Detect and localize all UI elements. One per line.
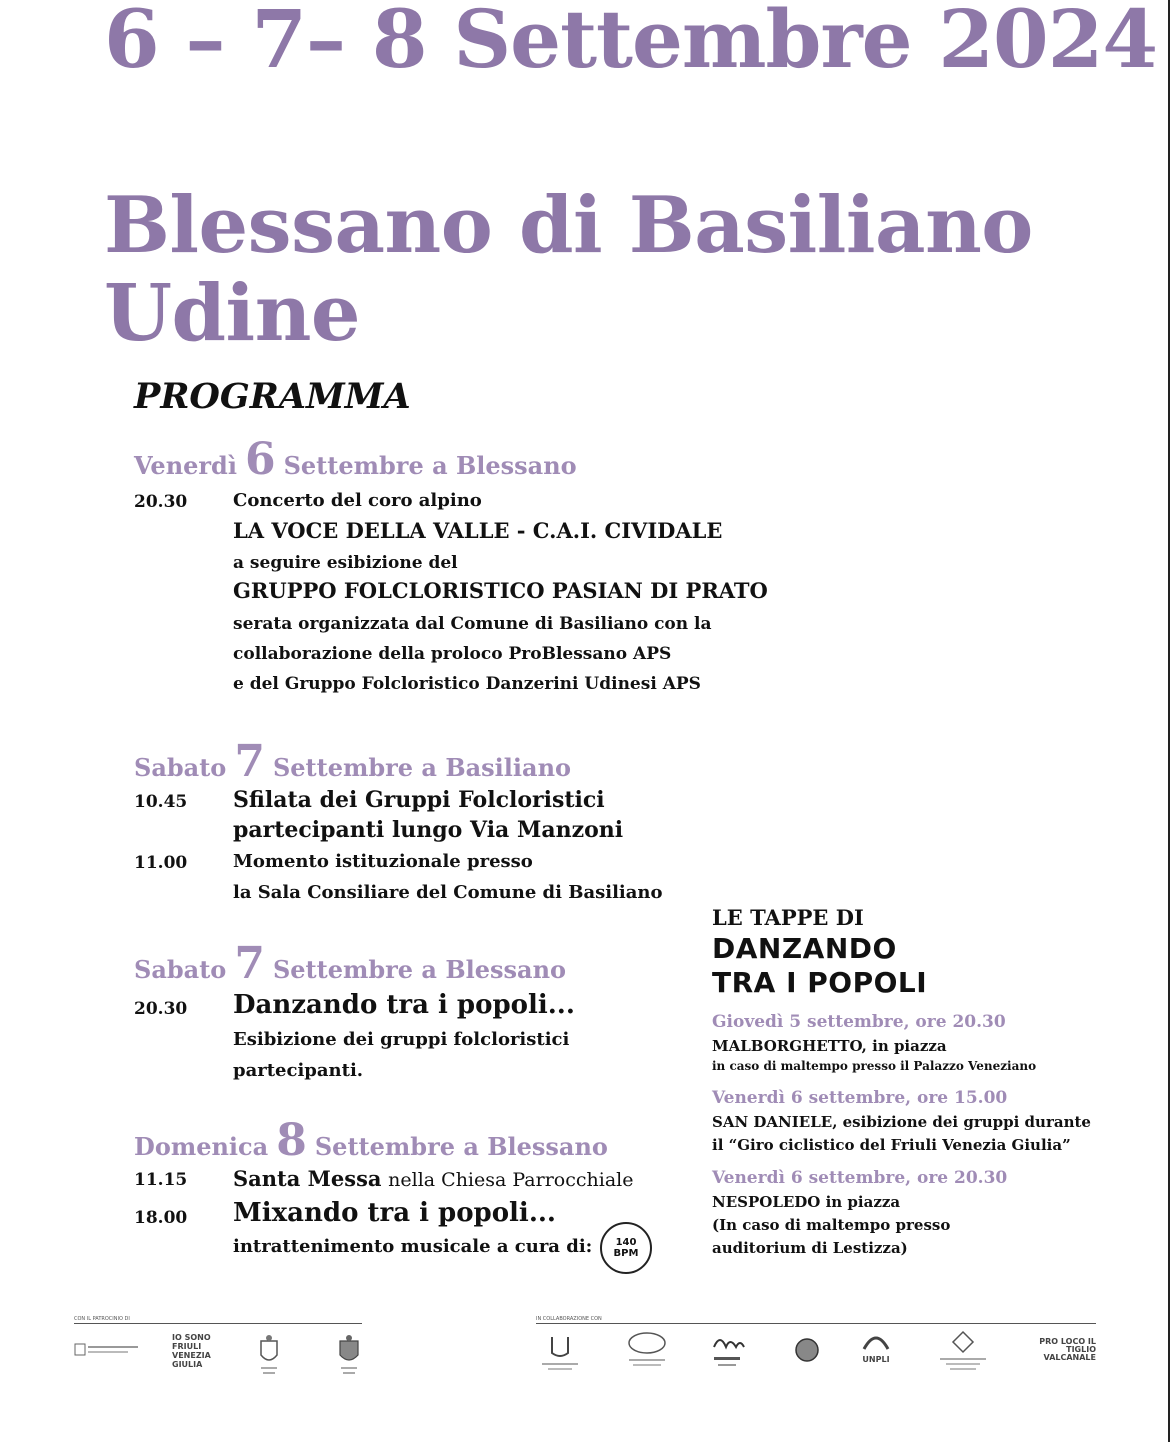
event-line: Sfilata dei Gruppi Folcloristici bbox=[233, 787, 605, 813]
event-time: 20.30 bbox=[134, 999, 188, 1019]
tappa-line: in caso di maltempo presso il Palazzo Veneziano bbox=[712, 1059, 1037, 1073]
location-line-2: Udine bbox=[104, 268, 361, 359]
tappa-heading: Venerdì 6 settembre, ore 15.00 bbox=[712, 1088, 1008, 1108]
bpm-logo: 140 BPM bbox=[600, 1222, 652, 1274]
day-heading-sunday: Domenica 8 Settembre a Blessano bbox=[134, 1115, 608, 1166]
tappa-line: SAN DANIELE, esibizione dei gruppi durante bbox=[712, 1113, 1091, 1131]
event-line: collaborazione della proloco ProBlessano APS bbox=[233, 644, 672, 664]
collaborazione-label: IN COLLABORAZIONE CON bbox=[536, 1316, 602, 1322]
event-line: partecipanti lungo Via Manzoni bbox=[233, 817, 624, 843]
tappa-line: (In caso di maltempo presso bbox=[712, 1216, 951, 1234]
tappe-heading-small: LE TAPPE DI bbox=[712, 905, 864, 930]
event-line: Mixando tra i popoli... bbox=[233, 1198, 556, 1228]
day-heading-saturday-blessano: Sabato 7 Settembre a Blessano bbox=[134, 938, 567, 989]
tappa-line: auditorium di Lestizza) bbox=[712, 1239, 908, 1257]
event-line: Santa Messa nella Chiesa Parrocchiale bbox=[233, 1166, 634, 1191]
event-line: la Sala Consiliare del Comune di Basiliano bbox=[233, 882, 663, 903]
tappa-heading: Giovedì 5 settembre, ore 20.30 bbox=[712, 1012, 1006, 1032]
regione-logo bbox=[74, 1342, 140, 1358]
tappa-heading: Venerdì 6 settembre, ore 20.30 bbox=[712, 1168, 1008, 1188]
event-time: 10.45 bbox=[134, 792, 188, 812]
folklore-union-logo bbox=[540, 1333, 580, 1373]
day-heading-saturday-basiliano: Sabato 7 Settembre a Basiliano bbox=[134, 736, 572, 787]
tappe-heading-big-2: TRA I POPOLI bbox=[712, 966, 928, 999]
comune-crest-logo bbox=[258, 1333, 280, 1377]
tappe-heading-big-1: DANZANDO bbox=[712, 932, 897, 965]
consorzio-logo bbox=[936, 1330, 990, 1374]
tappa-line: MALBORGHETTO, in piazza bbox=[712, 1037, 947, 1055]
event-line: intrattenimento musicale a cura di: bbox=[233, 1236, 593, 1257]
event-time: 20.30 bbox=[134, 492, 188, 512]
anniversary-logo bbox=[708, 1331, 750, 1373]
event-line: serata organizzata dal Comune di Basiliano con la bbox=[233, 614, 712, 634]
ugf-logo bbox=[625, 1331, 669, 1371]
pro-loco-logo: PRO LOCO IL TIGLIO VALCANALE bbox=[1039, 1337, 1096, 1362]
comune-crest-logo-2 bbox=[337, 1333, 361, 1377]
patrocinio-label: CON IL PATROCINIO DI bbox=[74, 1316, 130, 1322]
event-dates-title: 6 – 7– 8 Settembre 2024 bbox=[104, 0, 1158, 86]
tappa-line: il “Giro ciclistico del Friuli Venezia Giulia” bbox=[712, 1136, 1071, 1154]
programma-heading: PROGRAMMA bbox=[134, 376, 411, 417]
event-line: partecipanti. bbox=[233, 1060, 364, 1081]
io-sono-fvg-logo: IO SONO FRIULI VENEZIA GIULIA bbox=[172, 1333, 211, 1369]
footer-rule-right bbox=[536, 1323, 1096, 1324]
event-line: Esibizione dei gruppi folcloristici bbox=[233, 1029, 570, 1050]
footer-rule-left bbox=[74, 1323, 362, 1324]
event-line: a seguire esibizione del bbox=[233, 553, 458, 573]
event-line: LA VOCE DELLA VALLE - C.A.I. CIVIDALE bbox=[233, 518, 723, 543]
event-line: GRUPPO FOLCLORISTICO PASIAN DI PRATO bbox=[233, 578, 768, 603]
round-emblem-logo bbox=[794, 1336, 820, 1366]
unpli-logo: UNPLI bbox=[861, 1335, 891, 1364]
tappa-line: NESPOLEDO in piazza bbox=[712, 1193, 901, 1211]
event-time: 11.15 bbox=[134, 1170, 188, 1190]
event-line: Danzando tra i popoli... bbox=[233, 990, 575, 1020]
event-line: Momento istituzionale presso bbox=[233, 851, 533, 872]
day-heading-friday: Venerdì 6 Settembre a Blessano bbox=[134, 434, 577, 485]
event-line: Concerto del coro alpino bbox=[233, 490, 482, 511]
event-line: e del Gruppo Folcloristico Danzerini Udinesi APS bbox=[233, 674, 701, 694]
event-time: 11.00 bbox=[134, 853, 188, 873]
location-line-1: Blessano di Basiliano bbox=[104, 180, 1033, 271]
event-time: 18.00 bbox=[134, 1208, 188, 1228]
